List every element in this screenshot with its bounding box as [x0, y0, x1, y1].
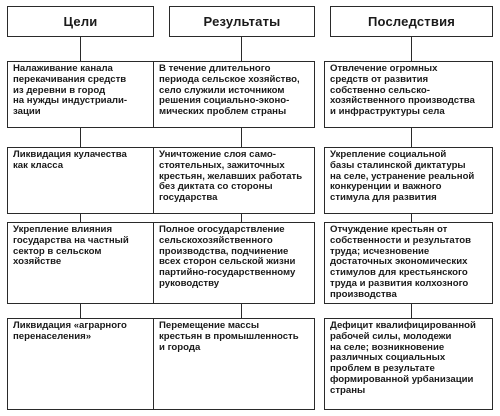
- connector-line-consequences-2: [411, 214, 412, 222]
- connector-line-goals-1: [80, 128, 81, 147]
- connector-line-goals-0: [80, 37, 81, 61]
- connector-line-goals-3: [80, 304, 81, 318]
- consequence-cell-1: Отвлечение огромных средств от развития собственно сельско- хозяйственного производства и инфраструктуры села: [324, 61, 493, 128]
- header-consequences: Последствия: [330, 6, 493, 37]
- consequence-cell-2: Укрепление социальной базы сталинской диктатуры на селе, устранение реальной конкуренции и важного стимула для развития: [324, 147, 493, 214]
- connector-line-consequences-1: [411, 128, 412, 147]
- goal-cell-4: Ликвидация «аграрного перенаселения»: [7, 318, 154, 410]
- connector-line-results-1: [241, 128, 242, 147]
- consequence-cell-3: Отчуждение крестьян от собственности и результатов труда; исчезновение достаточных экономических стимулов для крестьянского труда и развития колхозного производства: [324, 222, 493, 304]
- result-cell-2: Уничтожение слоя само- стоятельных, зажиточных крестьян, желавших работать без диктата со стороны государства: [153, 147, 315, 214]
- result-cell-1: В течение длительного периода сельское хозяйство, село служили источником решения социально-эконо- мических проблем страны: [153, 61, 315, 128]
- consequence-cell-4: Дефицит квалифицированной рабочей силы, молодежи на селе; возникновение различных социальных проблем в результате формированной урбанизации страны: [324, 318, 493, 410]
- connector-line-goals-2: [80, 214, 81, 222]
- connector-line-consequences-3: [411, 304, 412, 318]
- header-results: Результаты: [169, 6, 315, 37]
- connector-line-consequences-0: [411, 37, 412, 61]
- header-goals: Цели: [7, 6, 154, 37]
- connector-line-results-2: [241, 214, 242, 222]
- result-cell-3: Полное огосударствление сельскохозяйственного производства, подчинение всех сторон сельской жизни партийно-государственному руководству: [153, 222, 315, 304]
- result-cell-4: Перемещение массы крестьян в промышленность и города: [153, 318, 315, 410]
- goal-cell-1: Налаживание канала перекачивания средств из деревни в город на нужды индустриали- зации: [7, 61, 154, 128]
- goal-cell-2: Ликвидация кулачества как класса: [7, 147, 154, 214]
- goal-cell-3: Укрепление влияния государства на частный сектор в сельском хозяйстве: [7, 222, 154, 304]
- connector-line-results-3: [241, 304, 242, 318]
- connector-line-results-0: [241, 37, 242, 61]
